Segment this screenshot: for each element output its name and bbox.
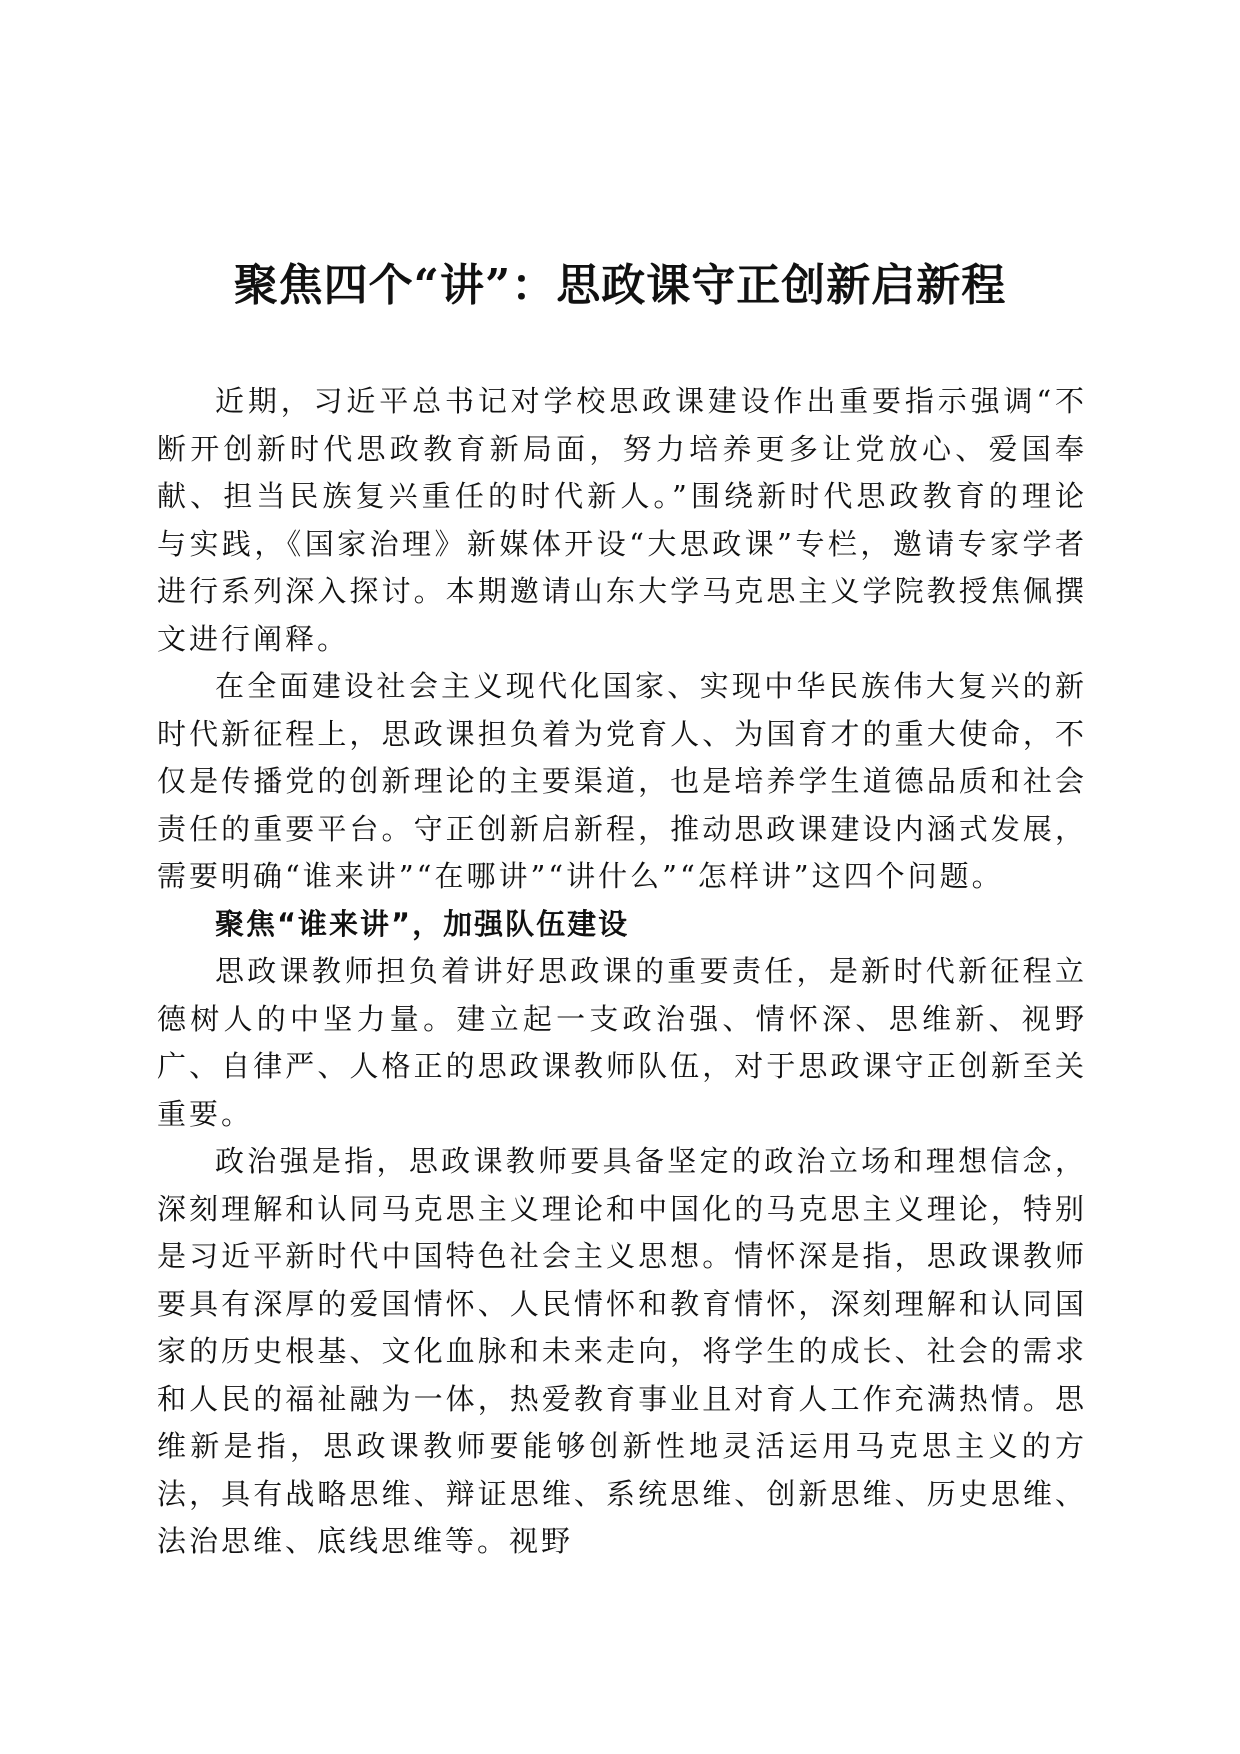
- section-paragraph: 思政课教师担负着讲好思政课的重要责任，是新时代新征程立德树人的中坚力量。建立起一支政治强、情怀深、思维新、视野广、自律严、人格正的思政课教师队伍，对于思政课守正创新至关重要。: [157, 954, 1087, 1131]
- section-heading: 聚焦“谁来讲”，加强队伍建设: [215, 906, 630, 941]
- document-body: [157, 378, 1087, 1566]
- intro-paragraph: 近期，习近平总书记对学校思政课建设作出重要指示强调“不断开创新时代思政教育新局面，努力培养更多让党放心、爱国奉献、担当民族复兴重任的时代新人。”围绕新时代思政教育的理论与实践，《国家治理》新媒体开设“大思政课”专栏，邀请专家学者进行系列深入探讨。本期邀请山东大学马克思主义学院教授焦佩撰文进行阐释。: [157, 384, 1087, 656]
- section-paragraph: 政治强是指，思政课教师要具备坚定的政治立场和理想信念，深刻理解和认同马克思主义理论和中国化的马克思主义理论，特别是习近平新时代中国特色社会主义思想。情怀深是指，思政课教师要具有深厚的爱国情怀、人民情怀和教育情怀，深刻理解和认同国家的历史根基、文化血脉和未来走向，将学生的成长、社会的需求和人民的福祉融为一体，热爱教育事业且对育人工作充满热情。思维新是指，思政课教师要能够创新性地灵活运用马克思主义的方法，具有战略思维、辩证思维、系统思维、创新思维、历史思维、法治思维、底线思维等。视野: [157, 1144, 1087, 1558]
- context-paragraph: 在全面建设社会主义现代化国家、实现中华民族伟大复兴的新时代新征程上，思政课担负着为党育人、为国育才的重大使命，不仅是传播党的创新理论的主要渠道，也是培养学生道德品质和社会责任的重要平台。守正创新启新程，推动思政课建设内涵式发展，需要明确“谁来讲”“在哪讲”“讲什么”“怎样讲”这四个问题。: [157, 669, 1087, 893]
- document-title: 聚焦四个“讲”：思政课守正创新启新程: [233, 260, 1007, 311]
